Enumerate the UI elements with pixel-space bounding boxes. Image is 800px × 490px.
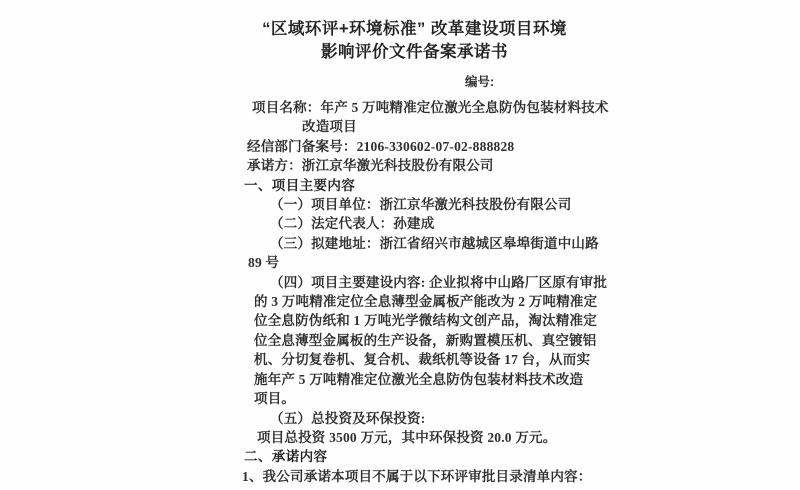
- document-content-column: [242, 18, 609, 486]
- item-4-construction-content: （四）项目主要建设内容: 企业拟将中山路厂区原有审批: [270, 274, 608, 290]
- field-record-number: 经信部门备案号：2106-330602-07-02-888828: [247, 138, 515, 154]
- item-4-cont-line6: 施年产 5 万吨精准定位激光全息防伪包装材料技术改造: [254, 371, 584, 387]
- document-title-line2: 影响评价文件备案承诺书: [321, 43, 508, 61]
- item-5-investment-heading: （五）总投资及环保投资:: [270, 410, 426, 426]
- document-body: [242, 98, 609, 486]
- item-4-cont-line2: 的 3 万吨精准定位全息薄型金属板产能改为 2 万吨精准定: [254, 294, 598, 310]
- item-4-cont-line7: 项目。: [254, 391, 296, 407]
- field-project-name-cont: 改造项目: [302, 119, 357, 135]
- section-1-heading: 一、项目主要内容: [244, 177, 356, 193]
- item-2-legal-representative: （二）法定代表人：孙建成: [270, 216, 435, 232]
- item-3-proposed-address: （三）拟建地址：浙江省绍兴市越城区皋埠街道中山路: [270, 235, 599, 251]
- commitment-item-1: 1、我公司承诺本项目不属于以下环评审批目录清单内容：: [242, 468, 592, 484]
- document-title: [242, 18, 587, 64]
- serial-number-label: 编号:: [465, 75, 495, 89]
- field-project-name: 项目名称：年产 5 万吨精准定位激光全息防伪包装材料技术: [252, 100, 609, 115]
- item-5-investment-detail: 项目总投资 3500 万元，其中环保投资 20.0 万元。: [257, 429, 557, 445]
- item-4-cont-line4: 位全息薄型金属板的生产设备，新购置模压机、真空镀铝: [254, 332, 597, 348]
- section-2-heading: 二、承诺内容: [244, 449, 328, 465]
- document-title-line1: “区域环评+环境标准” 改革建设项目环境: [262, 20, 567, 38]
- item-1-project-unit: （一）项目单位：浙江京华激光科技股份有限公司: [270, 197, 572, 213]
- item-4-cont-line5: 机、分切复卷机、复合机、裁纸机等设备 17 台，从而实: [254, 352, 591, 368]
- field-promisor: 承诺方：浙江京华激光科技股份有限公司: [247, 158, 494, 174]
- item-4-cont-line3: 位全息防伪纸和 1 万吨光学微结构文创产品，淘汰精准定: [254, 313, 597, 329]
- item-3-address-cont: 89 号: [248, 255, 280, 271]
